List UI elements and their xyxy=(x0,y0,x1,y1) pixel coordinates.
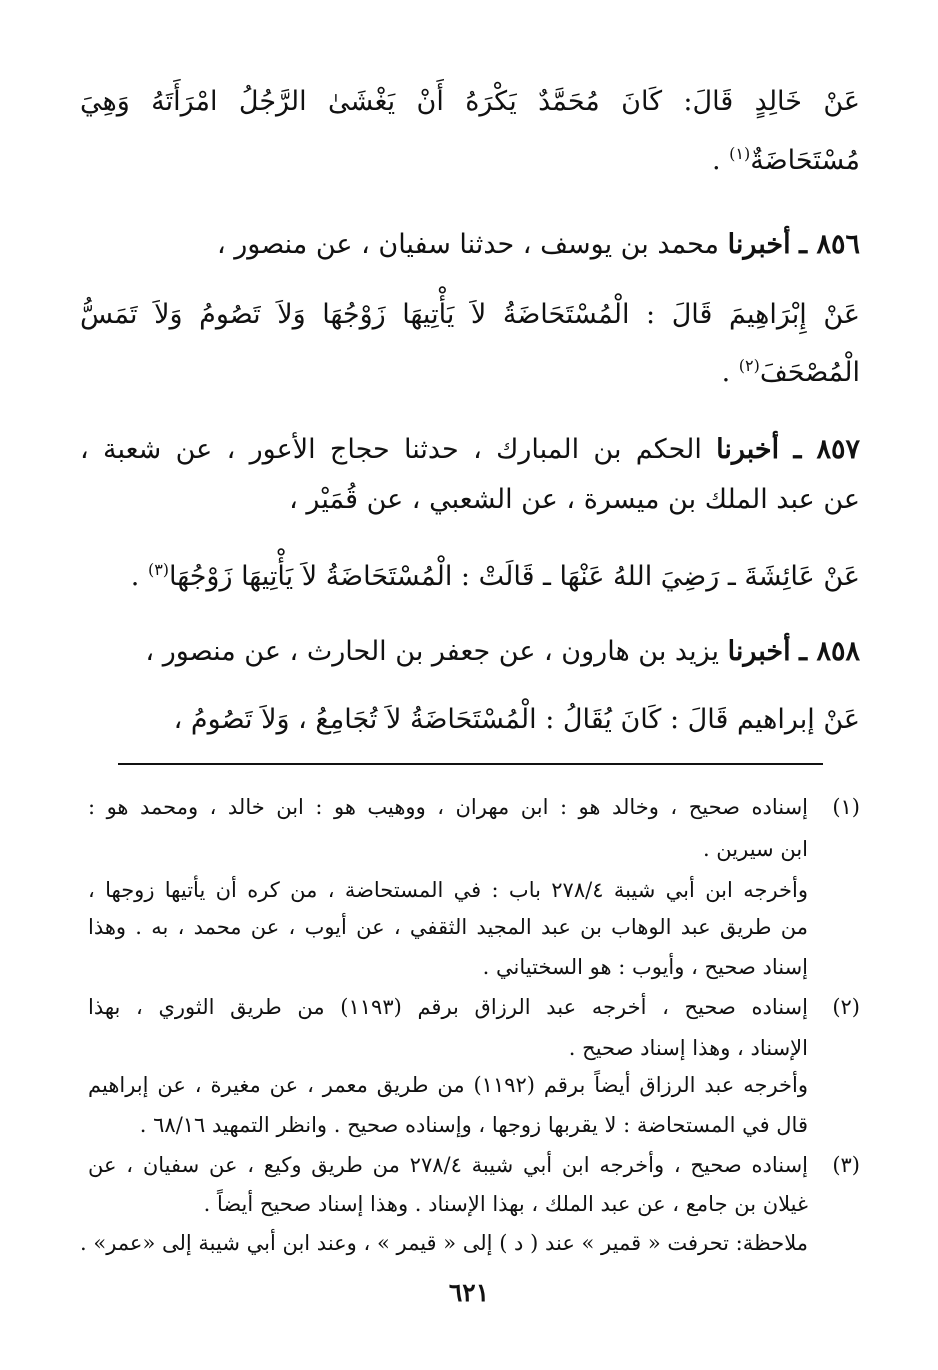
page-number: ٦٢١ xyxy=(448,1278,490,1307)
footnote-1-line: إسناده صحيح ، وخالد هو : ابن مهران ، ووهيب هو : ابن خالد ، ومحمد هو : xyxy=(88,795,808,819)
footnote-3-number: (٣) xyxy=(832,1153,860,1177)
footnote-3-line: ملاحظة: تحرفت « قمير » عند ( د ) إلى « قيمر » ، وعند ابن أبي شيبة إلى «عمر» . xyxy=(80,1231,808,1255)
footnote-ref-1: (١) xyxy=(729,144,751,163)
hadith-855-matn-line-1 xyxy=(80,82,860,122)
hadith-858-matn-text: عَنْ إبراهيم قَالَ : كَانَ يُقَالُ : الْمُسْتَحَاضَةُ لاَ تُجَامِعُ ، وَلاَ تَصُومُ ، xyxy=(173,704,860,735)
footnote-1-line: من طريق عبد الوهاب بن عبد المجيد الثقفي ، عن أيوب ، عن محمد ، به . وهذا xyxy=(88,915,808,939)
hadith-858-isnad-text: يزيد بن هارون ، عن جعفر بن الحارث ، عن منصور ، xyxy=(145,636,728,667)
hadith-856-number: ٨٥٦ ـ xyxy=(799,229,860,260)
hadith-857-number: ٨٥٧ ـ xyxy=(793,434,860,465)
hadith-855-matn-text: عَنْ خَالِدٍ قَالَ: كَانَ مُحَمَّدٌ يَكْرَهُ أَنْ يَغْشَىٰ الرَّجُلُ امْرَأَتَهُ وَهِيَ xyxy=(80,86,860,117)
footnote-2-line: قال في المستحاضة : لا يقربها زوجها ، وإسناده صحيح . وانظر التمهيد ٦٨/١٦ . xyxy=(139,1113,808,1137)
hadith-858-akhbarana: أخبرنا xyxy=(727,636,791,667)
footnote-1-line: وأخرجه ابن أبي شيبة ٢٧٨/٤ باب : في المستحاضة ، من كره أن يأتيها زوجها ، xyxy=(88,878,808,902)
hadith-857-isnad-line-2 xyxy=(80,480,860,520)
footnote-1-number: (١) xyxy=(832,795,860,819)
hadith-856-matn-text: عَنْ إِبْرَاهِيمَ قَالَ : الْمُسْتَحَاضَةُ لاَ يَأْتِيهَا زَوْجُهَا وَلاَ تَصُومُ وَلاَ تَمَسُّ xyxy=(80,299,860,330)
hadith-856-akhbarana: أخبرنا xyxy=(727,229,791,260)
footnote-2-line: وأخرجه عبد الرزاق أيضاً برقم (١١٩٢) من طريق معمر ، عن مغيرة ، عن إبراهيم xyxy=(88,1073,808,1097)
hadith-857-matn xyxy=(80,550,860,597)
hadith-856-matn-line-1 xyxy=(80,295,860,335)
punctuation: . xyxy=(721,357,739,388)
footnote-ref-3: (٣) xyxy=(147,560,170,579)
hadith-857-isnad-line-1 xyxy=(80,430,860,470)
footnote-1-line: إسناد صحيح ، وأيوب : هو السختياني . xyxy=(482,955,808,979)
footnote-2-line: الإسناد ، وهذا إسناد صحيح . xyxy=(568,1036,808,1060)
hadith-856-isnad-text: محمد بن يوسف ، حدثنا سفيان ، عن منصور ، xyxy=(216,229,728,260)
hadith-857-akhbarana: أخبرنا xyxy=(716,434,780,465)
hadith-857-matn-text: عَنْ عَائِشَةَ ـ رَضِيَ اللهُ عَنْهَا ـ قَالَتْ : الْمُسْتَحَاضَةُ لاَ يَأْتِيهَا زَوْجُهَا xyxy=(169,561,860,592)
footnote-1-line: ابن سيرين . xyxy=(702,837,808,861)
hadith-857-isnad-text-2: عن عبد الملك بن ميسرة ، عن الشعبي ، عن قُمَيْر ، xyxy=(289,484,860,515)
footnote-2-line: إسناده صحيح ، أخرجه عبد الرزاق برقم (١١٩٣) من طريق الثوري ، بهذا xyxy=(88,995,808,1019)
hadith-856-matn-end: الْمُصْحَفَ xyxy=(759,357,860,388)
hadith-856-isnad xyxy=(80,225,860,265)
punctuation: . xyxy=(130,561,148,592)
footnote-3-line: غيلان بن جامع ، عن عبد الملك ، بهذا الإسناد . وهذا إسناد صحيح أيضاً . xyxy=(203,1192,808,1216)
footnote-2-number: (٢) xyxy=(832,995,860,1019)
punctuation: . xyxy=(711,145,730,176)
hadith-857-isnad-text: الحكم بن المبارك ، حدثنا حجاج الأعور ، عن شعبة ، xyxy=(80,434,717,465)
footnote-3-line: إسناده صحيح ، وأخرجه ابن أبي شيبة ٢٧٨/٤ من طريق وكيع ، عن سفيان ، عن xyxy=(88,1153,808,1177)
hadith-858-matn xyxy=(80,700,860,740)
hadith-858-number: ٨٥٨ ـ xyxy=(799,636,860,667)
hadith-858-isnad xyxy=(80,632,860,672)
footnote-ref-2: (٢) xyxy=(738,356,760,375)
footnote-separator xyxy=(118,763,823,765)
hadith-856-matn-line-2 xyxy=(80,346,860,393)
hadith-855-matn-end: مُسْتَحَاضَةٌ xyxy=(750,145,860,176)
hadith-855-matn-line-2 xyxy=(80,134,860,181)
